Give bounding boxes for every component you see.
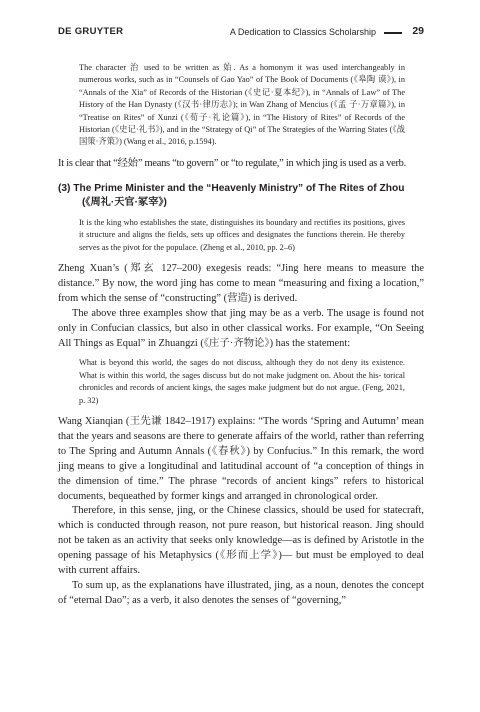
text-line: than referring to The Spring and Autumn Annals (《春秋》) by Confucius.” In this [58, 430, 424, 457]
text-line: Therefore, in this sense, jing, or the Chinese classics, should be used for [72, 505, 381, 517]
text-line: 谟》), in “Annals of the Xia” of Records of the Historian (《史记·夏本纪》), in “Annals of [79, 75, 406, 97]
text-line: but must be employed to deal with current affairs. [58, 550, 424, 577]
paragraph-text [58, 504, 424, 579]
section-heading-line: (《周礼·天官·冢宰》) [82, 197, 167, 209]
paragraph-clear [58, 157, 424, 172]
paragraph-text [58, 579, 424, 609]
text-line: remark, the word jing means to give a longitudinal and latitudinal account of “a [58, 445, 425, 472]
text-line: 子·万章篇》), in “Treatise on Rites” of Xunzi (《荀子·礼论篇》), in “The History of Rites” [79, 100, 405, 122]
publisher-name: DE GRUYTER [58, 26, 124, 37]
text-line: Zheng Xuan’s (郑玄 127–200) exegesis reads: “Jing here means to measure the [58, 262, 424, 274]
text-line: in numerous works, such as in “Counsels of Gao Yao” of The Book of Documents (《皋陶 [79, 63, 406, 85]
block-quote [58, 217, 424, 254]
text-line: gives it structure and aligns the fields, sets up offices and designates the functions therein. He [79, 217, 406, 240]
text-line: The character 治 used to be written as 始. As a homonym it was used interchangeably [79, 63, 395, 72]
text-line: Seeing All Things as Equal” in Zhuangzi (《庄子·齐物论》) has the statement: [58, 322, 424, 349]
text-line: location,” from which the sense of “constructing” (营造) is derived. [58, 277, 424, 304]
text-line: Law” of The History of the Han Dynasty (《汉书·律历志》); in Wan Zhang of Mencius (《孟 [79, 87, 406, 110]
paragraph-text [58, 307, 424, 352]
paragraph-wang [58, 415, 424, 609]
text-line: concept of “eternal Dao”; as a verb, it also denotes the senses of “governing,” [58, 580, 424, 606]
running-header [58, 26, 424, 42]
running-title: A Dedication to Classics Scholarship [229, 26, 376, 37]
block-quote [58, 357, 424, 407]
text-line: chronological order. [294, 490, 379, 502]
text-line: What is within this world, the sages discuss but do not make judgment on. About the his- [79, 370, 382, 380]
text-line: not only in Confucian classics, but also in other classical works. For example, “On [58, 307, 424, 334]
text-line: (Feng, 2021, p. 32) [79, 383, 405, 405]
text-line: defined by Aristotle in the opening passage of his Metaphysics (《形而上学》)— [58, 535, 424, 562]
text-line: the Warring States (《战国策·齐策》) (Wang et al., 2016, p.1594). [79, 125, 406, 147]
text-line: of Records of the Historian (《史记·礼书》), and in the “Strategy of Qi” of The Strategies of [79, 112, 405, 135]
text-line: The above three examples show that jing may be as a verb. The usage is found [72, 307, 408, 319]
text-line: What is beyond this world, the sages do not discuss, although they do not deny its existence. [79, 358, 405, 368]
note-block [58, 62, 424, 149]
page-number: 29 [412, 25, 424, 37]
text-line: distance.” By now, the word jing has come to mean “measuring and fixing a [58, 277, 381, 289]
paragraph-text: It is clear that “经始” means “to govern” or “to regulate,” in which jing is used as a verb. [58, 157, 406, 169]
section-heading-line: (3) The Prime Minister and the “Heavenly Ministry” of The Rites of Zhou [58, 182, 405, 194]
text-line: Wang Xianqian (王先谦 1842–1917) explains: “The words ‘Spring and Autumn’ [58, 416, 399, 428]
paragraph-text [58, 415, 424, 504]
header-rule [384, 32, 402, 34]
text-line: statecraft, which is conducted through reason, not pure reason, but historical [58, 505, 424, 532]
paragraph-text [58, 262, 424, 307]
text-line: reason. Jing should not be taken as an activity that seeks only knowledge—as is [58, 520, 424, 547]
text-line: conception of things in the dimension of time.” The phrase “records of ancient [58, 460, 424, 487]
page-content [58, 62, 424, 609]
text-line: mean that the years and seasons are there to generate affairs of the world, rather [58, 416, 424, 442]
text-line: It is the king who establishes the state, distinguishes its boundary and rectifies its positions, [79, 217, 386, 227]
text-line: kings” refers to historical documents, bequeathed by former kings and arranged in [58, 475, 424, 502]
text-line: To sum up, as the explanations have illustrated, jing, as a noun, denotes the [72, 580, 389, 591]
section-heading [58, 182, 424, 211]
text-line: thereby serves as the pivot for the populace. (Zheng et al., 2010, pp. 2–6) [79, 230, 405, 252]
paragraph-zheng [58, 262, 424, 351]
text-line: torical chronicles and records of ancient kings, the sages make judgment but do not argue. [79, 370, 406, 393]
